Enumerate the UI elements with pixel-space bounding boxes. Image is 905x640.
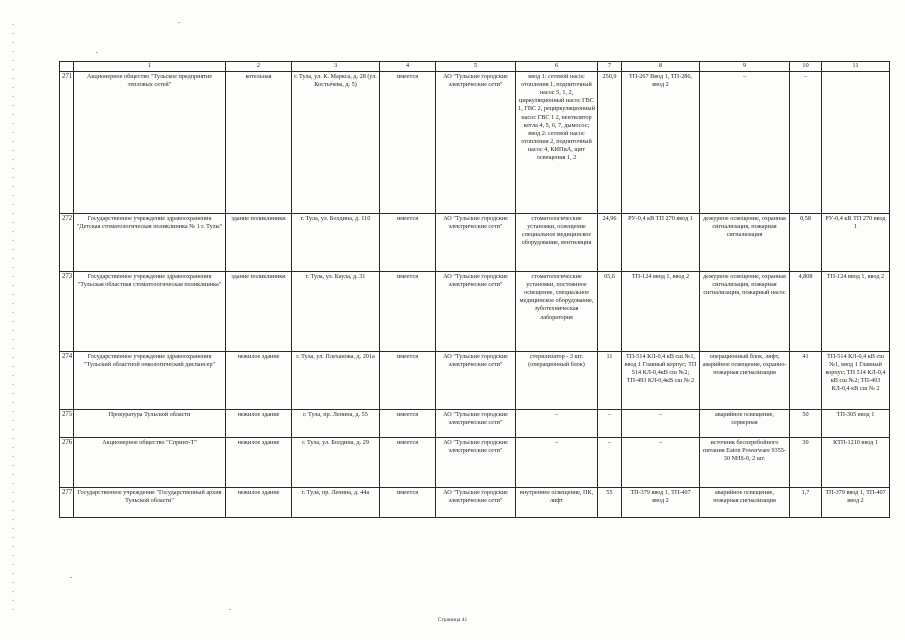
cell-col-6: стерилизатор - 3 шт. (операционный блок) (516, 351, 598, 409)
column-number-10: 10 (790, 62, 822, 72)
cell-col-11: ТП-514 КЛ-0,4 кВ сш №1, ввод 1 Главный корпус; ТП 514 КЛ-0,4 кВ сш №2; ТП-493 КЛ-0,4 кВ сш № 2 (822, 351, 890, 409)
cell-col-3: г. Тула, пр. Ленина, д. 55 (292, 409, 380, 437)
table-row (60, 351, 890, 409)
cell-col-8: ТП-379 ввод 1, ТП-407 ввод 2 (622, 487, 700, 517)
cell-col-5: АО "Тульские городские электрические сети" (436, 437, 516, 487)
table-row (60, 213, 890, 271)
cell-col-3: г. Тула, ул. Болдина, д. 29 (292, 437, 380, 487)
cell-col-5: АО "Тульские городские электрические сети" (436, 213, 516, 271)
column-number-8: 8 (622, 62, 700, 72)
table-row (60, 409, 890, 437)
cell-col-10: 50 (790, 409, 822, 437)
cell-col-8: ТП-267 Ввод 1, ТП-286, ввод 2 (622, 71, 700, 213)
cell-col-8: ТП-124 ввод 1, ввод 2 (622, 271, 700, 351)
cell-col-1: Государственное учреждение здравоохранения "Детская стоматологическая поликлиника № 1 г. Тулы" (74, 213, 226, 271)
table-row (60, 487, 890, 517)
page-number: Страница 41 (437, 617, 468, 623)
scan-margin-dots (12, 20, 14, 610)
column-number-6: 6 (516, 62, 598, 72)
cell-col-5: АО "Тульские городские электрические сети" (436, 71, 516, 213)
cell-col-6: – (516, 437, 598, 487)
cell-col-2: нежилое здание (226, 351, 292, 409)
column-number-7: 7 (598, 62, 622, 72)
column-number-rownum (60, 62, 74, 72)
cell-col-1: Прокуратура Тульской области (74, 409, 226, 437)
cell-col-3: г. Тула, ул. К. Маркса, д. 28 (ул. Костычева, д. 5) (292, 71, 380, 213)
cell-col-9: аварийное освещение, пожарная сигнализация (700, 487, 790, 517)
cell-col-6: ввод 1: сетевой насос отопления 1, подпиточный насос 5, 1, 2, циркуляционный насос ГВС 1, ГВС 2, рециркуляционный насос ГВС 1 2, вентилятор котла 4, 5, 6, 7, дымосос; ввод 2: сетевой насос отопления 2, подпиточный насос 4, КИПиА, щит освещения 1, 2 (516, 71, 598, 213)
cell-col-9: операционный блок, лифт, аварийное освещение, охранно-пожарная сигнализация (700, 351, 790, 409)
cell-col-10: 1,7 (790, 487, 822, 517)
row-number: 272 (60, 213, 74, 271)
cell-col-9: дежурное освещение, охранная сигнализация, пожарная сигнализация (700, 213, 790, 271)
row-number: 273 (60, 271, 74, 351)
cell-col-10: 4,808 (790, 271, 822, 351)
cell-col-7: 250,9 (598, 71, 622, 213)
cell-col-10: 30 (790, 437, 822, 487)
cell-col-2: здание поликлиники (226, 271, 292, 351)
cell-col-8: – (622, 409, 700, 437)
row-number: 275 (60, 409, 74, 437)
cell-col-11 (822, 71, 890, 213)
cell-col-9: дежурное освещение, охранная сигнализация, пожарная сигнализация, пожарный насос (700, 271, 790, 351)
register-table (59, 61, 890, 518)
column-number-1: 1 (74, 62, 226, 72)
cell-col-5: АО "Тульские городские электрические сети" (436, 271, 516, 351)
column-header-row (60, 62, 890, 72)
scan-speck (178, 22, 180, 23)
cell-col-6: – (516, 409, 598, 437)
cell-col-3: г. Тула, ул. Болдина, д. 110 (292, 213, 380, 271)
scan-speck (96, 52, 98, 53)
cell-col-4: имеется (380, 213, 436, 271)
column-number-3: 3 (292, 62, 380, 72)
cell-col-4: имеется (380, 351, 436, 409)
cell-col-2: нежилое здание (226, 487, 292, 517)
cell-col-1: Акционерное общество "Спринт-Т" (74, 437, 226, 487)
cell-col-2: нежилое здание (226, 437, 292, 487)
column-number-4: 4 (380, 62, 436, 72)
cell-col-1: Акционерное общество "Тульское предприятие тепловых сетей" (74, 71, 226, 213)
cell-col-2: здание поликлиники (226, 213, 292, 271)
cell-col-5: АО "Тульские городские электрические сети" (436, 409, 516, 437)
cell-col-4: имеется (380, 409, 436, 437)
column-number-9: 9 (700, 62, 790, 72)
cell-col-7: – (598, 409, 622, 437)
cell-col-9: – (700, 71, 790, 213)
scan-speck (70, 577, 72, 578)
row-number: 276 (60, 437, 74, 487)
row-number: 274 (60, 351, 74, 409)
cell-col-3: г. Тула, ул. Плеханова, д. 201а (292, 351, 380, 409)
column-number-5: 5 (436, 62, 516, 72)
scan-speck (229, 609, 231, 610)
cell-col-9: источник бесперебойного питания Eaton Powerware 9355-30 NHS-0, 2 шт. (700, 437, 790, 487)
cell-col-4: имеется (380, 271, 436, 351)
cell-col-5: АО "Тульские городские электрические сети" (436, 351, 516, 409)
column-number-11: 11 (822, 62, 890, 72)
cell-col-8: ТП-514 КЛ-0,4 кВ сш №1, ввод 1 Главный корпус; ТП 514 КЛ-0,4кВ сш №2; ТП-493 КЛ-0,4кВ сш № 2 (622, 351, 700, 409)
cell-col-6: стоматологические установки, постоянное освещение, специальное медицинское оборудование, зуботехническая лаборатория (516, 271, 598, 351)
table-row (60, 271, 890, 351)
cell-col-11: РУ-0,4 кВ ТП 270 ввод 1 (822, 213, 890, 271)
cell-col-4: имеется (380, 487, 436, 517)
cell-col-9: аварийное освещение, серверная (700, 409, 790, 437)
cell-col-5: АО "Тульские городские электрические сети" (436, 487, 516, 517)
cell-col-6: внутреннее освещение, ПК, лифт (516, 487, 598, 517)
cell-col-4: имеется (380, 71, 436, 213)
cell-col-7: 24,96 (598, 213, 622, 271)
cell-col-8: РУ-0,4 кВ ТП 270 ввод 1 (622, 213, 700, 271)
cell-col-10: – (790, 71, 822, 213)
row-number: 277 (60, 487, 74, 517)
cell-col-7: 11 (598, 351, 622, 409)
table-row (60, 437, 890, 487)
cell-col-11: КТП-1210 ввод 1 (822, 437, 890, 487)
cell-col-7: 55 (598, 487, 622, 517)
cell-col-3: г. Тула, ул. Каула, д. 31 (292, 271, 380, 351)
cell-col-11: ТП-379 ввод 1, ТП-407 ввод 2 (822, 487, 890, 517)
cell-col-4: имеется (380, 437, 436, 487)
cell-col-7: 65,6 (598, 271, 622, 351)
cell-col-2: котельная (226, 71, 292, 213)
cell-col-11: ТП-124 ввод 1, ввод 2 (822, 271, 890, 351)
cell-col-10: 41 (790, 351, 822, 409)
column-number-2: 2 (226, 62, 292, 72)
table-row (60, 71, 890, 213)
cell-col-1: Государственное учреждение "Государственный архив Тульской области" (74, 487, 226, 517)
cell-col-6: стоматологические установки, освещение специальное медицинское оборудование, вентиляция (516, 213, 598, 271)
cell-col-1: Государственное учреждение здравоохранения "Тульский областной онкологический диспансер" (74, 351, 226, 409)
cell-col-3: г. Тула, пр. Ленина, д. 44а (292, 487, 380, 517)
cell-col-2: нежилое здание (226, 409, 292, 437)
cell-col-11: ТП-305 ввод 1 (822, 409, 890, 437)
cell-col-10: 0,58 (790, 213, 822, 271)
cell-col-7: – (598, 437, 622, 487)
cell-col-1: Государственное учреждение здравоохранения "Тульская областная стоматологическая поликлиника" (74, 271, 226, 351)
cell-col-8: – (622, 437, 700, 487)
row-number: 271 (60, 71, 74, 213)
